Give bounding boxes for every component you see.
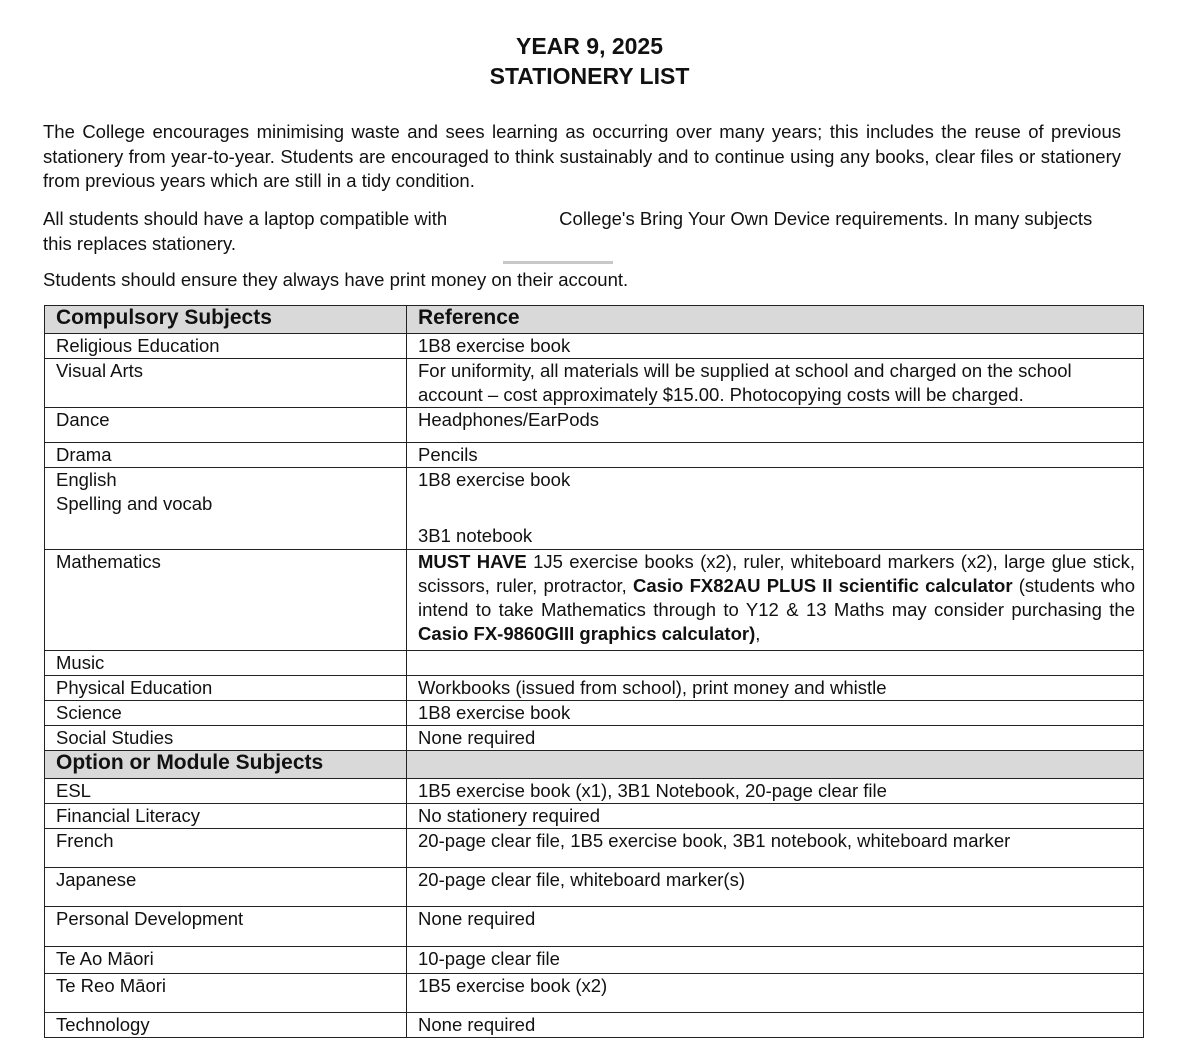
table-row [45,779,1144,804]
subject-cell: Drama [45,443,407,468]
subject-cell: Financial Literacy [45,804,407,829]
reference-cell [407,468,1144,550]
subject-cell: Music [45,651,407,676]
table-row [45,468,1144,550]
subject-cell: ESL [45,779,407,804]
subject-cell: Personal Development [45,907,407,947]
subject-cell: Technology [45,1013,407,1038]
subject-spelling: Spelling and vocab [56,493,213,514]
subject-cell: Science [45,701,407,726]
table-row [45,359,1144,408]
reference-cell: 20-page clear file, 1B5 exercise book, 3B1 notebook, whiteboard marker [407,829,1144,868]
compulsory-subjects-header: Compulsory Subjects [45,306,407,334]
table-row [45,334,1144,359]
table-row [45,974,1144,1013]
reference-cell: Pencils [407,443,1144,468]
reference-cell: Workbooks (issued from school), print money and whistle [407,676,1144,701]
reference-cell: No stationery required [407,804,1144,829]
must-have-label: MUST HAVE [418,551,527,572]
reference-cell: 1B5 exercise book (x1), 3B1 Notebook, 20-page clear file [407,779,1144,804]
laptop-text-end: College's Bring Your Own Device requirements. In many subjects this replaces stationery. [43,208,1093,254]
maths-text: 1J5 exercise books (x2), ruler, whiteboard markers (x2), large glue stick, scissors, ruler, protractor, [418,551,1136,596]
subject-cell: French [45,829,407,868]
intro-paragraph-print-money: Students should ensure they always have print money on their account. [43,269,629,290]
option-reference-blank [407,751,1144,779]
intro-paragraph-laptop [43,207,1121,256]
subject-cell: Japanese [45,868,407,907]
maths-text-2: (students who intend to take Mathematics through to Y12 & 13 Maths may consider purchasing the [418,575,1135,620]
table-row [45,550,1144,651]
table-row [45,676,1144,701]
subject-cell: Religious Education [45,334,407,359]
page-title: YEAR 9, 2025 [515,33,664,59]
reference-english: 1B8 exercise book [418,469,571,490]
intro-paragraph-sustainability: The College encourages minimising waste and sees learning as occurring over many years; this includes the reuse of previous stationery from year-to-year. Students are encouraged to think sustainably and to continue using any books, clear files or stationery from previous years which are still in a tidy condition. [43,121,1121,191]
reference-cell [407,651,1144,676]
subject-cell: Te Reo Māori [45,974,407,1013]
subject-cell: Visual Arts [45,359,407,408]
reference-cell: None required [407,726,1144,751]
table-row [45,907,1144,947]
scientific-calculator: Casio FX82AU PLUS II scientific calculator [632,575,1013,596]
reference-cell: For uniformity, all materials will be supplied at school and charged on the school account – cost approximately $15.00. Photocopying costs will be charged. [407,359,1144,408]
table-row [45,868,1144,907]
reference-cell: Headphones/EarPods [407,408,1144,443]
table-row [45,701,1144,726]
table-row [45,651,1144,676]
option-header-row [45,751,1144,779]
subject-english: English [56,469,117,490]
reference-cell: None required [407,1013,1144,1038]
reference-spelling: 3B1 notebook [418,525,533,546]
table-row [45,443,1144,468]
table-row [45,947,1144,974]
subject-cell: Dance [45,408,407,443]
reference-cell: 1B8 exercise book [407,334,1144,359]
reference-cell [407,550,1144,651]
reference-header: Reference [407,306,1144,334]
subject-cell: Physical Education [45,676,407,701]
reference-cell: 20-page clear file, whiteboard marker(s) [407,868,1144,907]
reference-cell: 10-page clear file [407,947,1144,974]
subject-cell: Mathematics [45,550,407,651]
subject-cell: Te Ao Māori [45,947,407,974]
stationery-table [44,305,1144,1038]
graphics-calculator: Casio FX-9860GIII graphics calculator) [418,623,756,644]
table-row [45,804,1144,829]
table-row [45,408,1144,443]
page-subtitle: STATIONERY LIST [489,63,690,89]
option-subjects-header: Option or Module Subjects [45,751,407,779]
table-row [45,1013,1144,1038]
reference-cell: 1B5 exercise book (x2) [407,974,1144,1013]
maths-text-3: , [755,623,761,644]
laptop-text-start: All students should have a laptop compatible with [43,208,448,229]
reference-cell: 1B8 exercise book [407,701,1144,726]
reference-cell: None required [407,907,1144,947]
table-row [45,829,1144,868]
subject-cell: Social Studies [45,726,407,751]
subject-cell [45,468,407,550]
table-row [45,726,1144,751]
redaction-mark [503,261,613,264]
table-header-row [45,306,1144,334]
